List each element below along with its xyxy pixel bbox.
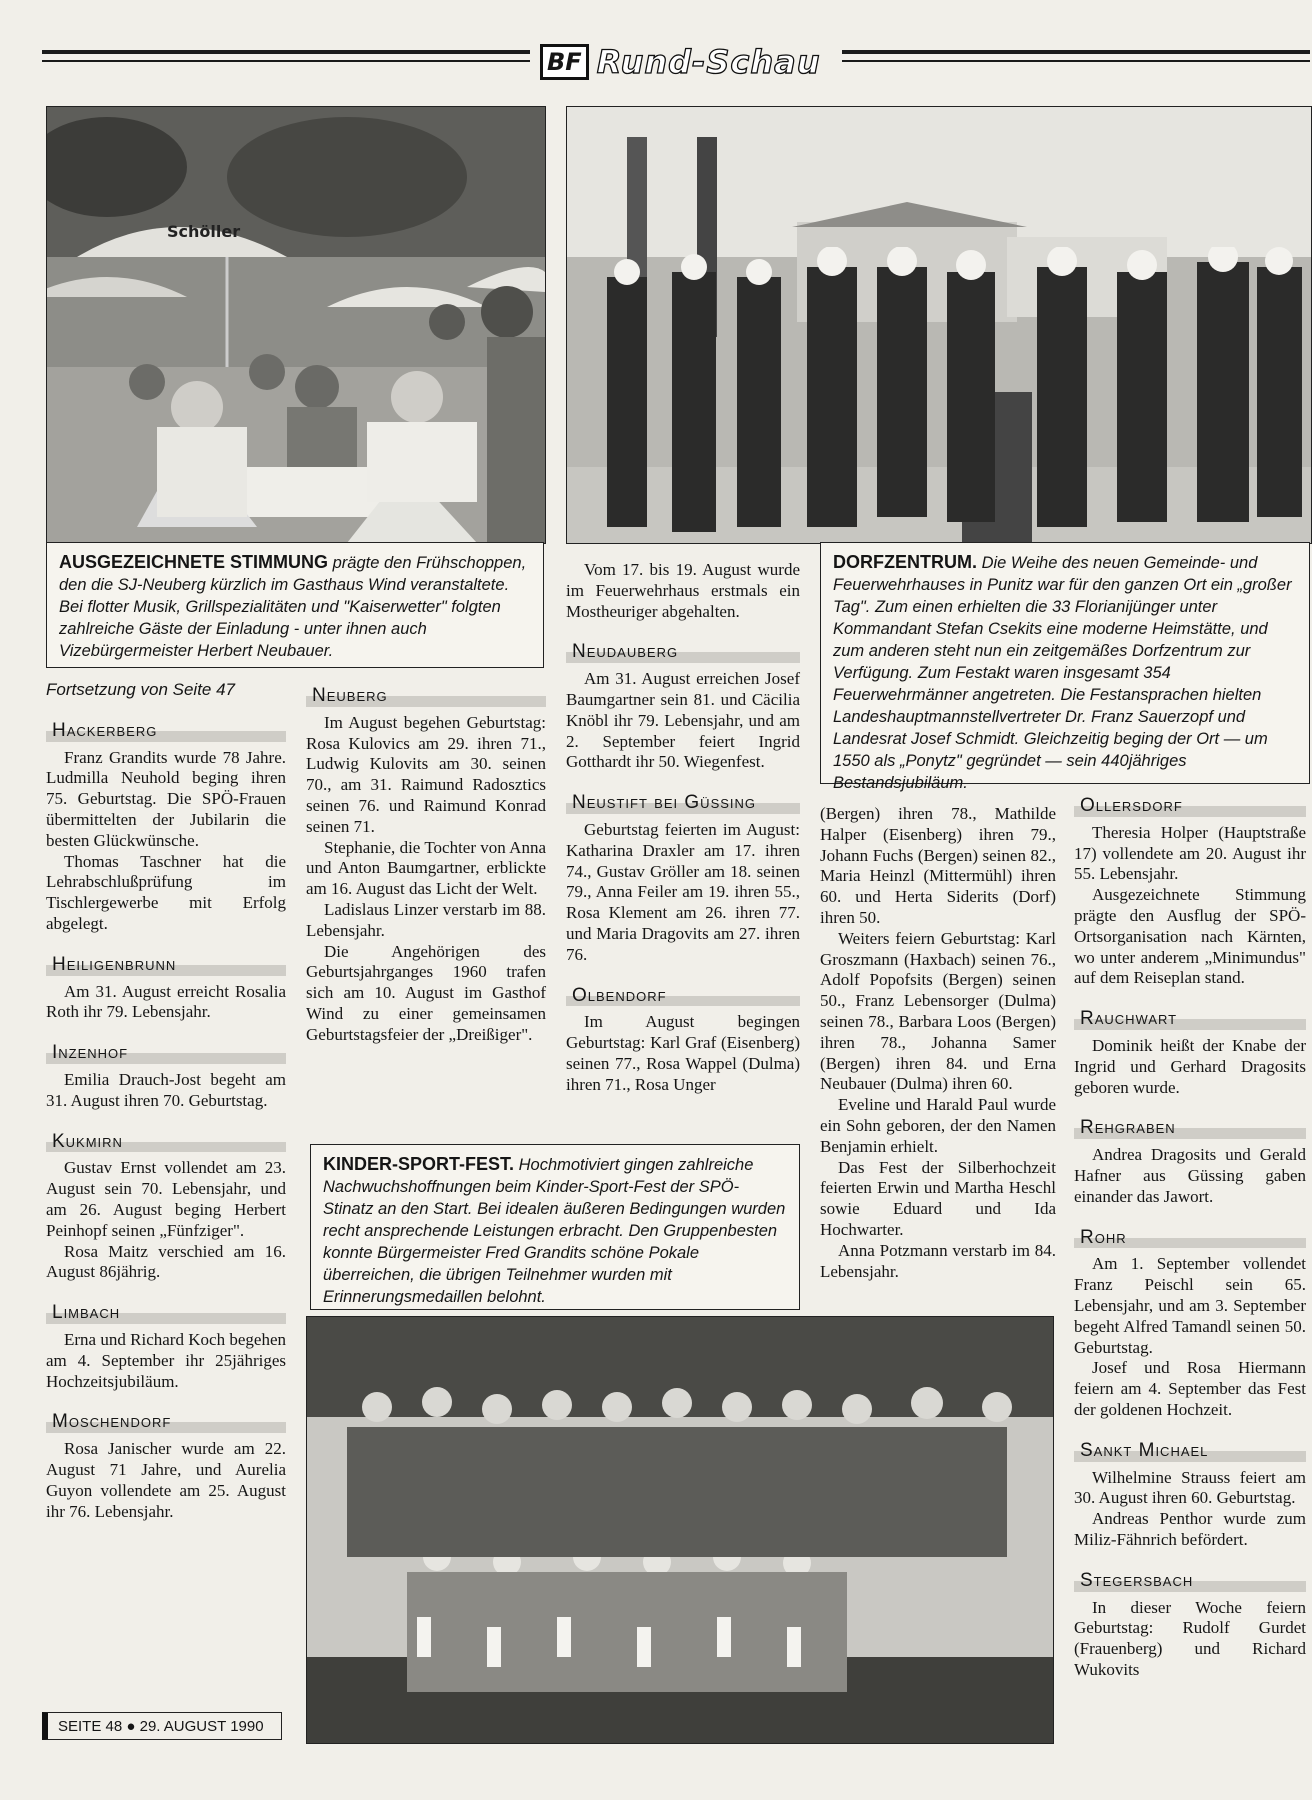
paragraph: Wilhelmine Strauss feiert am 30. August ihren 60. Geburtstag. — [1074, 1467, 1306, 1508]
masthead-rule-left-bottom — [42, 60, 530, 62]
heading-sankt-michael: Sankt Michael — [1074, 1441, 1306, 1462]
paragraph: Rosa Janischer wurde am 22. August 71 Jahre, und Aurelia Guyon vollendete am 25. August ihr 76. Lebensjahr. — [46, 1439, 286, 1521]
paragraph: Theresia Holper (Hauptstraße 17) vollendete am 20. August ihr 55. Lebensjahr. — [1074, 822, 1306, 884]
masthead-rule-left-top — [42, 50, 530, 54]
paragraph: Die Angehörigen des Geburtsjahrganges 1960 trafen sich am 10. August im Gasthof Wind zu einer gemeinsamen Geburtstagsfeier der „Dreißiger". — [306, 941, 546, 1044]
heading-heiligenbrunn: Heiligenbrunn — [46, 955, 286, 976]
photo-kinder-sport-fest — [306, 1316, 1054, 1744]
column-4 — [820, 804, 1056, 1282]
paragraph: Am 31. August erreicht Rosalia Roth ihr 79. Lebensjahr. — [46, 981, 286, 1022]
heading-ollersdorf: Ollersdorf — [1074, 796, 1306, 817]
paragraph: Franz Grandits wurde 78 Jahre. Ludmilla Neuhold beging ihren 75. Geburtstag. Die SPÖ-Frauen übermittelten der Jubilarin die besten Glückwünsche. — [46, 747, 286, 850]
paragraph: (Bergen) ihren 78., Mathilde Halper (Eisenberg) ihren 79., Johann Fuchs (Bergen) seinen 82., Maria Heinzl (Mittermühl) ihren 60. und Herta Siderits (Dorf) ihren 50. — [820, 804, 1056, 927]
masthead — [540, 42, 821, 82]
photo-fruehschoppen — [46, 106, 546, 544]
paragraph: Rosa Maitz verschied am 16. August 86jährig. — [46, 1241, 286, 1282]
paragraph: Am 1. September vollendet Franz Peischl sein 65. Lebensjahr, und am 3. September begeht Alfred Tamandl seinen 50. Geburtstag. — [1074, 1254, 1306, 1357]
heading-neuberg: Neuberg — [306, 686, 546, 707]
paragraph: Dominik heißt der Knabe der Ingrid und Gerhard Dragosits geboren wurde. — [1074, 1035, 1306, 1097]
masthead-rule-right-bottom — [842, 60, 1310, 62]
heading-moschendorf: Moschendorf — [46, 1412, 286, 1433]
heading-stegersbach: Stegersbach — [1074, 1571, 1306, 1592]
heading-hackerberg: Hackerberg — [46, 721, 286, 742]
caption-kinder-sport-fest — [310, 1144, 800, 1310]
continued-note: Fortsetzung von Seite 47 — [46, 680, 236, 699]
heading-neustift: Neustift bei Güssing — [566, 793, 800, 814]
bullet-icon: ● — [126, 1718, 136, 1735]
paragraph: Josef und Rosa Hiermann feiern am 4. September das Fest der goldenen Hochzeit. — [1074, 1358, 1306, 1419]
paragraph: Vom 17. bis 19. August wurde im Feuerwehrhaus erstmals ein Mostheuriger abgehalten. — [566, 560, 800, 621]
heading-inzenhof: Inzenhof — [46, 1043, 286, 1064]
paragraph: Anna Potzmann verstarb im 84. Lebensjahr. — [820, 1240, 1056, 1281]
paragraph: Am 31. August erreichen Josef Baumgartner sein 81. und Cäcilia Knöbl ihr 79. Lebensjahr, und am 2. September feiert Ingrid Gotthardt ihr 50. Wiegenfest. — [566, 669, 800, 772]
paragraph: Andreas Penthor wurde zum Miliz-Fähnrich befördert. — [1074, 1509, 1306, 1549]
caption-stimmung — [46, 542, 544, 668]
heading-limbach: Limbach — [46, 1303, 286, 1324]
heading-kukmirn: Kukmirn — [46, 1132, 286, 1153]
paragraph: Weiters feiern Geburtstag: Karl Groszmann (Haxbach) seinen 76., Adolf Popofsits (Bergen) seinen 50., Franz Lebensorger (Dulma) seinen 78., Barbara Loos (Bergen) ihren 78., Johanna Samer (Bergen) ihren 84. und Erna Neubauer (Dulma) ihren 60. — [820, 928, 1056, 1094]
paragraph: Ausgezeichnete Stimmung prägte den Ausflug der SPÖ-Ortsorganisation nach Kärnten, wo unter anderem „Minimundus" auf dem Reiseplan stand. — [1074, 885, 1306, 988]
umbrella-text: Schöller — [167, 222, 241, 241]
masthead-title: Rund-Schau — [596, 43, 821, 81]
footer-page: SEITE 48 — [58, 1718, 123, 1735]
paragraph: Das Fest der Silberhochzeit feierten Erwin und Martha Heschl sowie Eduard und Ida Hochwarter. — [820, 1157, 1056, 1239]
column-2 — [306, 686, 546, 1046]
paragraph: Erna und Richard Koch begehen am 4. September ihr 25jähriges Hochzeitsjubiläum. — [46, 1329, 286, 1391]
paragraph: Gustav Ernst vollendet am 23. August sein 70. Lebensjahr, und am 26. August beging Herbert Peinhopf seinen „Fünfziger". — [46, 1158, 286, 1240]
caption-dorfzentrum-head: DORFZENTRUM. — [833, 552, 977, 572]
caption-stimmung-head: AUSGEZEICHNETE STIMMUNG — [59, 552, 329, 572]
photo-feuerwehr — [566, 106, 1312, 544]
column-3 — [566, 560, 800, 1096]
heading-rauchwart: Rauchwart — [1074, 1009, 1306, 1030]
column-5 — [1074, 796, 1306, 1681]
paragraph: Stephanie, die Tochter von Anna und Anton Baumgartner, erblickte am 16. August das Licht der Welt. — [306, 837, 546, 899]
paragraph: In dieser Woche feiern Geburtstag: Rudolf Gurdet (Frauenberg) und Richard Wukovits — [1074, 1597, 1306, 1679]
heading-rehgraben: Rehgraben — [1074, 1118, 1306, 1139]
footer-date: 29. AUGUST 1990 — [139, 1718, 264, 1735]
firefighter-row — [597, 247, 1307, 544]
page-footer — [42, 1712, 282, 1740]
heading-neudauberg: Neudauberg — [566, 642, 800, 663]
paragraph: Im August begehen Geburtstag: Rosa Kulovics am 29. ihren 71., Ludwig Kulovits am 30. seinen 70., am 31. Raimund Radosztics seinen 76. und Raimund Konrad seinen 71. — [306, 712, 546, 836]
heading-olbendorf: Olbendorf — [566, 986, 800, 1007]
paragraph: Geburtstag feierten im August: Katharina Draxler am 17. ihren 74., Gustav Gröller am 18. seinen 79., Anna Feiler am 19. ihren 55., Rosa Klement am 26. ihren 77. und Maria Dragovits am 27. ihren 76. — [566, 819, 800, 964]
paragraph: Thomas Taschner hat die Lehrabschlußprüfung im Tischlergewerbe mit Erfolg abgelegt. — [46, 851, 286, 933]
caption-stimmung-text: prägte den Frühschoppen, den die SJ-Neuberg kürzlich im Gasthaus Wind veranstaltete. Bei flotter Musik, Grillspezialitäten und "Kaiserwetter" folgten zahlreiche Gäste der Einladung - unter ihnen auch Vizebürgermeister Herbert Neubauer. — [59, 554, 527, 660]
paragraph: Emilia Drauch-Jost begeht am 31. August ihren 70. Geburtstag. — [46, 1069, 286, 1110]
caption-dorfzentrum — [820, 542, 1310, 792]
masthead-rule-right-top — [842, 50, 1310, 54]
masthead-logo: BF — [540, 44, 589, 80]
caption-dorfzentrum-text: Die Weihe des neuen Gemeinde- und Feuerwehrhauses in Punitz war für den ganzen Ort ein „großer Tag". Zum einen erhielten die 33 Florianijünger unter Kommandant Stefan Csekits eine moderne Heimstätte, und zum anderen steht nun ein zeitgemäßes Dorfzentrum zur Verfügung. Zum Festakt waren insgesamt 354 Feuerwehrmänner angetreten. Die Festansprachen hielten Landeshauptmannstellvertreter Dr. Franz Sauerzopf und Landesrat Josef Schmidt. Gleichzeitig beging der Ort — um 1550 als „Ponytz" gegründet — sein 440jähriges Bestandsjubiläum. — [833, 554, 1292, 792]
paragraph: Andrea Dragosits und Gerald Hafner aus Güssing gaben einander das Jawort. — [1074, 1145, 1306, 1206]
caption-kinder-head: KINDER-SPORT-FEST. — [323, 1154, 515, 1174]
paragraph: Ladislaus Linzer verstarb im 88. Lebensjahr. — [306, 899, 546, 940]
paragraph: Im August begingen Geburtstag: Karl Graf (Eisenberg) seinen 77., Rosa Wappel (Dulma) ihren 71., Rosa Unger — [566, 1012, 800, 1094]
heading-rohr: Rohr — [1074, 1228, 1306, 1249]
column-1 — [46, 680, 286, 1522]
caption-kinder-text: Hochmotiviert gingen zahlreiche Nachwuchshoffnungen beim Kinder-Sport-Fest der SPÖ-Stinatz an den Start. Bei idealen äußeren Bedingungen wurden recht ansprechende Leistungen erbracht. Den Gruppenbesten konnte Bürgermeister Fred Grandits schöne Pokale überreichen, die übrigen Teilnehmer wurden mit Erinnerungsmedaillen belohnt. — [323, 1156, 786, 1306]
paragraph: Eveline und Harald Paul wurde ein Sohn geboren, der den Namen Benjamin erhielt. — [820, 1095, 1056, 1156]
